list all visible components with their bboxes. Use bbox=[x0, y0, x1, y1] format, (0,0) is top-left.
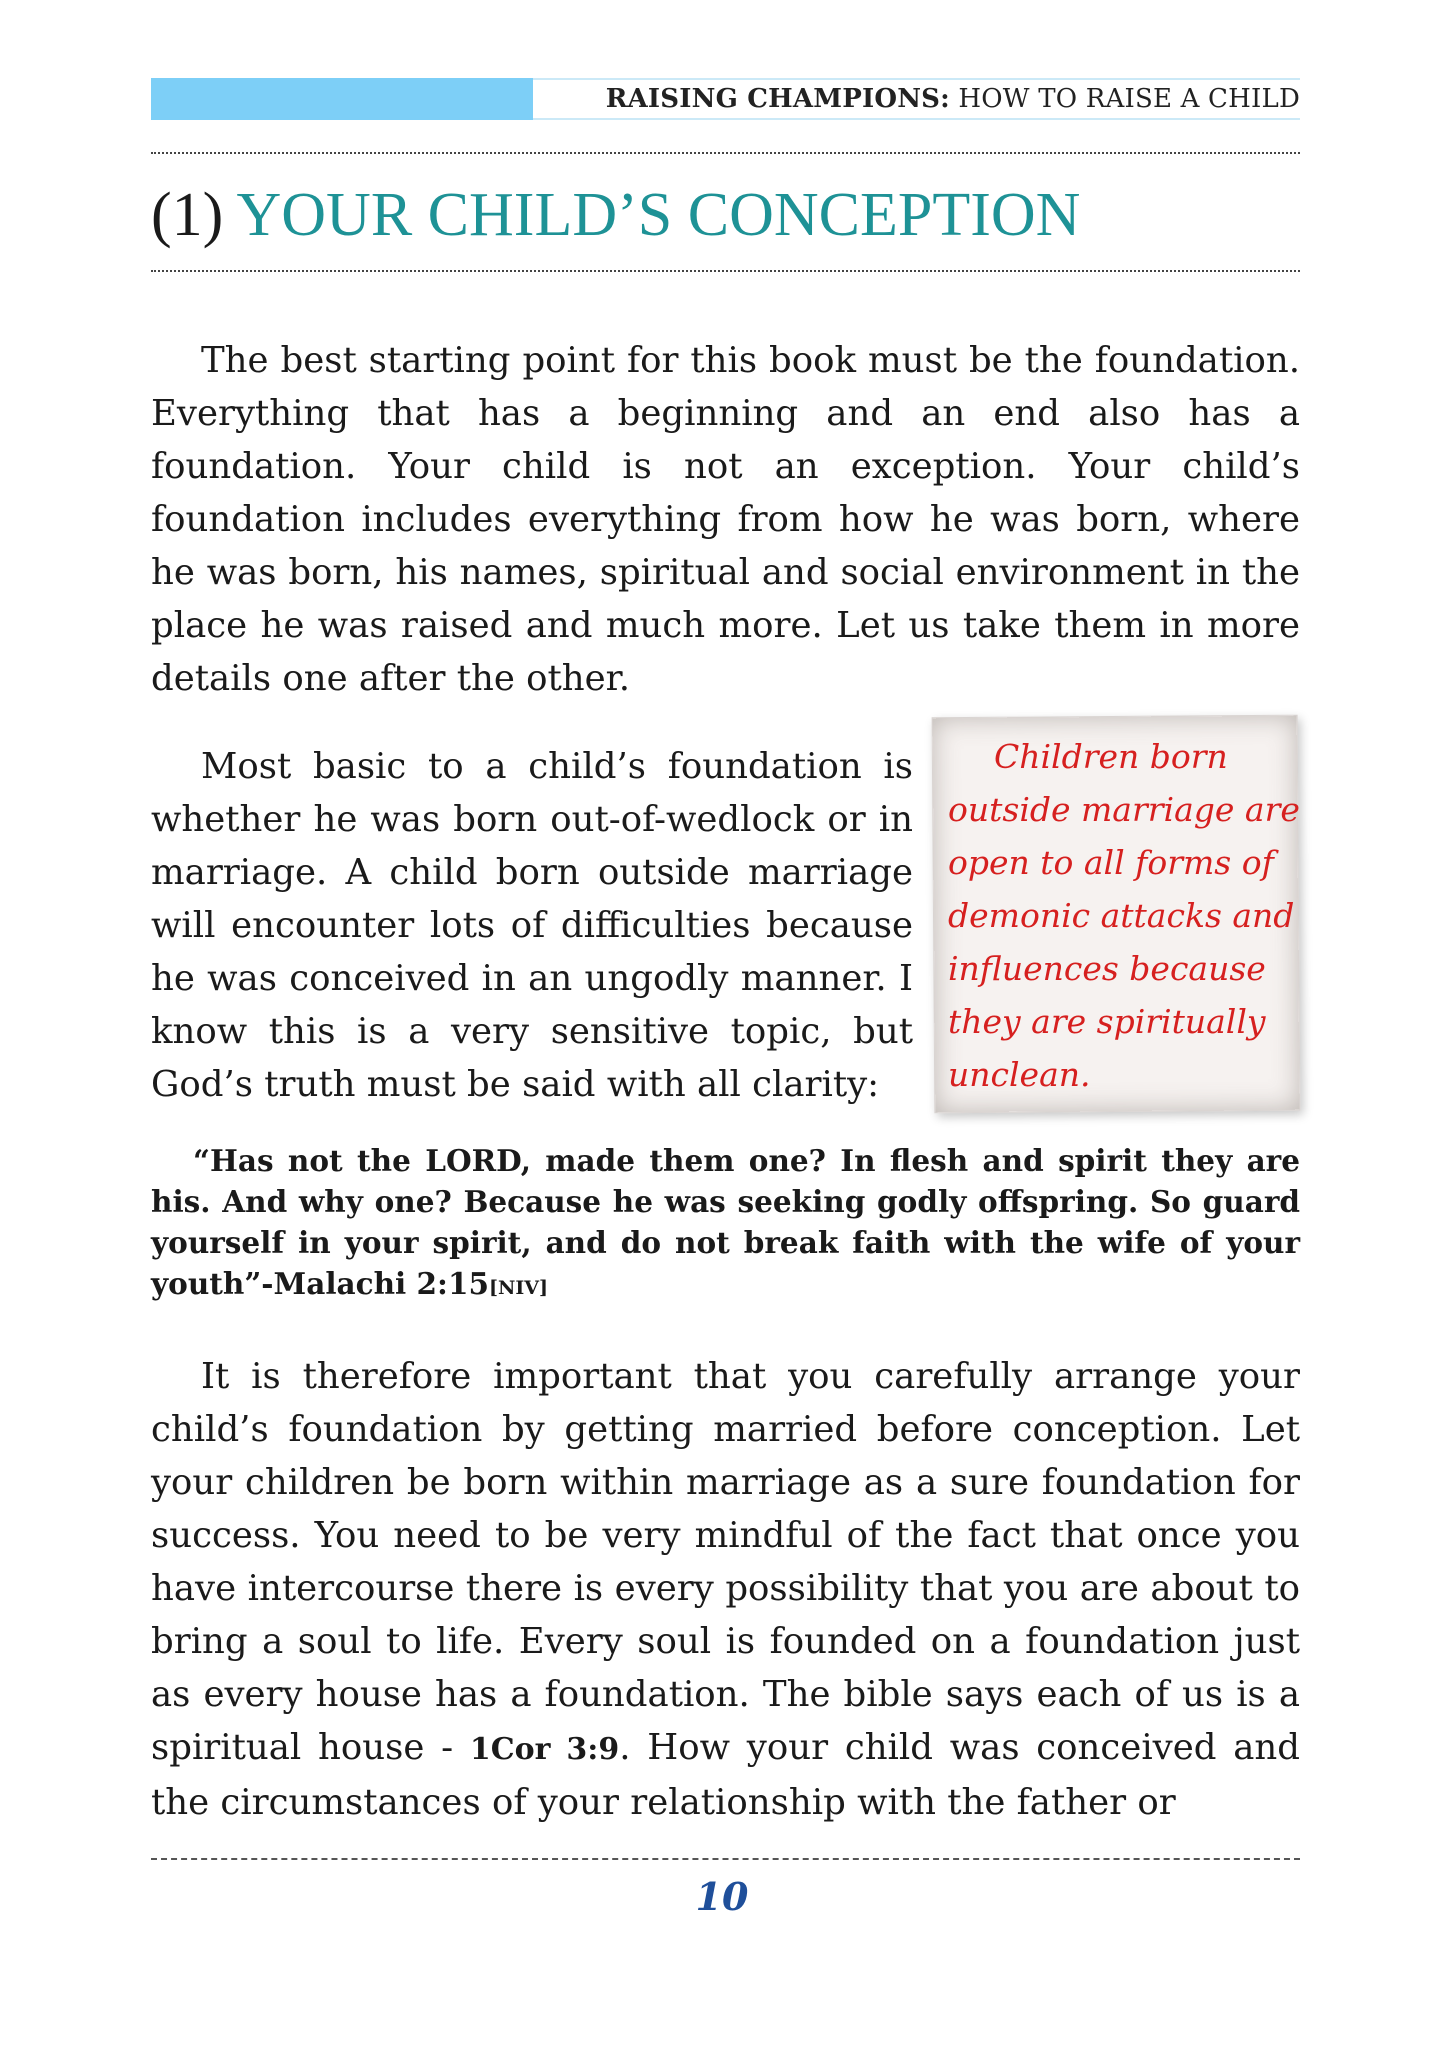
chapter-title: YOUR CHILD’S CONCEPTION bbox=[236, 181, 1081, 249]
scripture-quote bbox=[151, 1140, 1300, 1309]
chapter-heading bbox=[151, 180, 1300, 250]
paragraph-2-text: Most basic to a child’s foundation is whether he was born out-of-wedlock or in marriage. A child born outside marriage will encounter lots of difficulties because he was conceived in an ungodly manner. I know this is a very sensitive topic, but God’s truth must be said with all clarity: bbox=[151, 746, 913, 1105]
scripture-version: [NIV] bbox=[489, 1277, 548, 1299]
chapter-number: (1) bbox=[151, 181, 224, 249]
paragraph-1 bbox=[151, 334, 1300, 705]
scripture-quote-text: “Has not the LORD, made them one? In flesh and spirit they are his. And why one? Because he was seeking godly offspring. So guard yourself in your spirit, and do not break faith with the wife of your youth”-Malachi 2:15 bbox=[151, 1143, 1300, 1301]
pull-quote-line: influences because bbox=[948, 949, 1266, 988]
divider-under-title bbox=[151, 270, 1300, 272]
pull-quote-line: demonic attacks and bbox=[948, 896, 1295, 935]
paragraph-1-text: The best starting point for this book must be the foundation. Everything that has a beginning and an end also has a foundation. Your child is not an exception. Your child’s foundation includes everything from how he was born, where he was born, his names, spiritual and social environment in the place he was raised and much more. Let us take them in more details one after the other. bbox=[151, 340, 1300, 699]
book-title-rest: HOW TO RAISE A CHILD bbox=[949, 84, 1300, 114]
header-top-rule bbox=[533, 78, 1300, 80]
scripture-reference: 1Cor 3:9 bbox=[469, 1732, 620, 1767]
divider-top bbox=[151, 152, 1300, 154]
pull-quote-line: open to all forms of bbox=[948, 843, 1274, 882]
header-bottom-rule bbox=[533, 118, 1300, 120]
paragraph-2 bbox=[151, 740, 913, 1111]
header-accent-block bbox=[151, 78, 533, 120]
footer-divider bbox=[151, 1858, 1300, 1860]
pull-quote-text bbox=[948, 730, 1300, 1101]
pull-quote-line: unclean. bbox=[948, 1055, 1091, 1094]
pull-quote-line: outside marriage are bbox=[948, 790, 1300, 829]
page-number: 10 bbox=[695, 1874, 749, 1919]
running-header bbox=[151, 78, 1300, 120]
paragraph-3 bbox=[151, 1350, 1300, 1829]
pull-quote-line: Children born bbox=[994, 737, 1228, 776]
book-title bbox=[606, 84, 1300, 114]
paragraph-3-text: It is therefore important that you carefully arrange your child’s foundation by getting married before conception. Let your children be born within marriage as a sure foundation for success. You need to be very mindful of the fact that once you have intercourse there is every possibility that you are about to bring a soul to life. Every soul is founded on a foundation just as every house has a foundation. The bible says each of us is a spiritual house - bbox=[151, 1356, 1300, 1768]
book-title-bold: RAISING CHAMPIONS: bbox=[605, 84, 950, 114]
pull-quote-line: they are spiritually bbox=[948, 1002, 1266, 1041]
paragraph-3-tail: . How your child was conceived and the circumstances of your relationship with the father or bbox=[151, 1727, 1300, 1823]
